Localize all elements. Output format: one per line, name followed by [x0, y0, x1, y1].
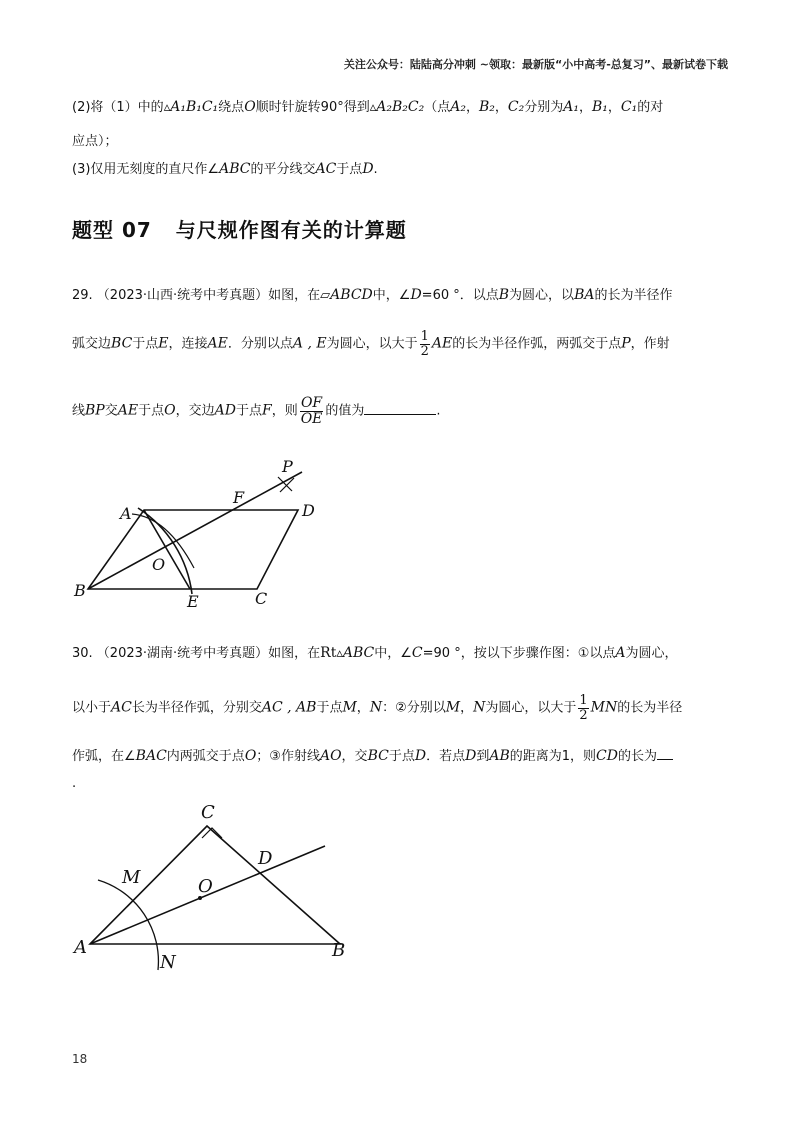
label-a: A [120, 504, 132, 523]
fraction-one-half: $\frac{1}{2}$ [420, 329, 429, 359]
label-b: B [74, 581, 86, 600]
section-heading [72, 214, 407, 243]
q30-line3: 作弧，在∠BAC内两弧交于点O；③作射线AO，交BC于点D．若点D到AB的距离为1，则CD的长为 [72, 745, 673, 764]
ray-bp [88, 472, 302, 589]
label-p: P [282, 457, 293, 476]
page-number: 18 [72, 1052, 88, 1066]
label-a: A [74, 937, 87, 958]
answer-blank [657, 747, 673, 760]
q-prev-3: (3)仅用无刻度的直尺作∠ABC的平分线交AC于点D. [72, 161, 378, 177]
q30-line4: . [72, 776, 77, 791]
arc-centered-a [98, 880, 158, 970]
section-title: 与尺规作图有关的计算题 [175, 218, 407, 242]
label-d: D [302, 501, 315, 520]
label-n: N [160, 952, 176, 973]
label-b: B [332, 940, 346, 961]
page-header: 关注公众号：陆陆高分冲刺 ~领取：最新版“小中高考-总复习”、最新试卷下载 [343, 58, 728, 71]
answer-blank [364, 402, 436, 415]
q30-line2: 以小于AC长为半径作弧，分别交AC , AB于点M，N：②分别以M，N为圆心，以大于 $\frac{1}{2}$ MN的长为半径 [72, 693, 683, 723]
q29-line2: 弧交边BC于点E，连接AE．分别以点A , E为圆心，以大于 $\frac{1}{2}$ AE的长为半径作弧，两弧交于点P，作射 [72, 329, 670, 359]
label-o: O [198, 876, 213, 897]
label-m: M [122, 867, 141, 888]
figure-q29-parallelogram [72, 452, 322, 612]
q-prev-2-line1: (2)将（1）中的▵A₁B₁C₁绕点O顺时针旋转90°得到▵A₂B₂C₂（点A₂，B₂，C₂分别为A₁，B₁，C₁的对 [72, 99, 664, 115]
label-d: D [258, 848, 273, 869]
fraction-of-oe: $\frac{OF}{OE}$ [300, 395, 323, 427]
label-c: C [255, 589, 268, 608]
q-prev-2-line2: 应点）； [72, 134, 118, 149]
section-label: 题型 07 [72, 218, 152, 242]
label-o: O [152, 555, 166, 574]
q29-line3: 线BP交AE于点O，交边AD于点F，则 $\frac{OF}{OE}$ 的值为 . [72, 395, 441, 427]
q29-line1: 29. （2023·山西·统考中考真题）如图，在▱ABCD中，∠D=60 °．以点B为圆心，以BA的长为半径作 [72, 287, 673, 303]
label-c: C [201, 802, 215, 823]
label-e: E [187, 592, 199, 611]
q30-line1: 30. （2023·湖南·统考中考真题）如图，在Rt▵ABC中，∠C=90 °，按以下步骤作图：①以点A为圆心， [72, 645, 678, 661]
fraction-one-half: $\frac{1}{2}$ [579, 693, 588, 723]
figure-q30-triangle [70, 796, 360, 976]
label-f: F [233, 488, 245, 507]
